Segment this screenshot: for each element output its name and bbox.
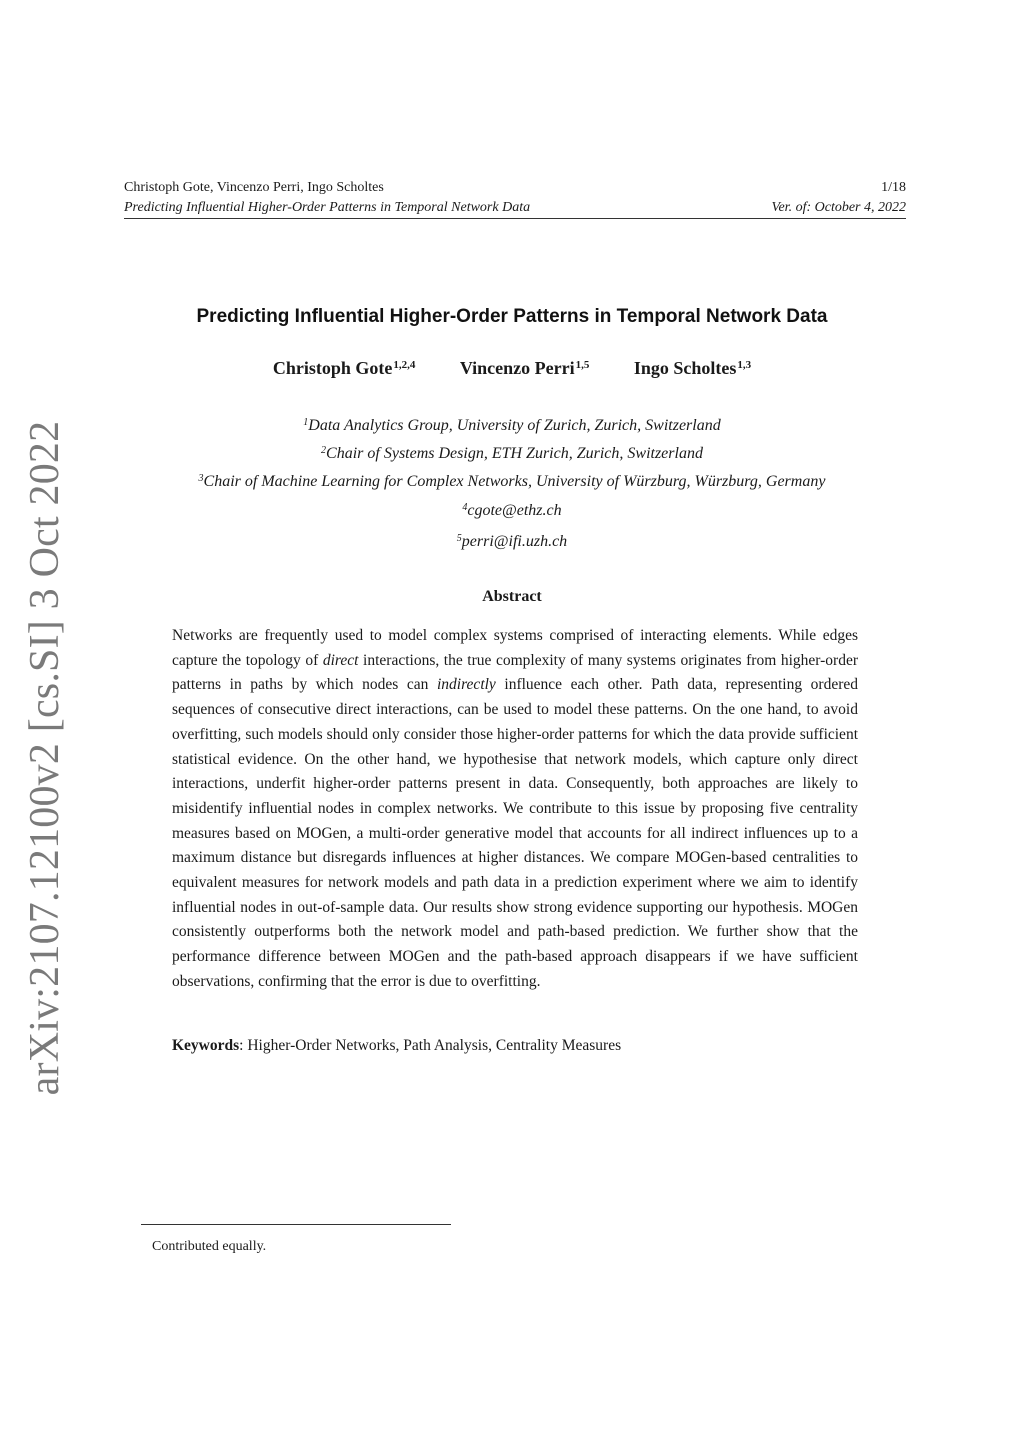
- abstract-body: Networks are frequently used to model complex systems comprised of interacting elements. While edges capture the topology of direct interactions, the true complexity of many systems originates from higher-order patterns in paths by which nodes can indirectly influence each other. Path data, representing ordered sequences of consecutive direct interactions, can be used to model these patterns. On the one hand, to avoid overfitting, such models should only consider those higher-order patterns for which the data provide sufficient statistical evidence. On the other hand, we hypothesise that network models, which capture only direct interactions, underfit higher-order patterns present in data. Consequently, both approaches are likely to misidentify influential nodes in complex networks. We contribute to this issue by proposing five centrality measures based on MOGen, a multi-order generative model that accounts for all indirect influences up to a maximum distance but disregards influences at higher distances. We compare MOGen-based centralities to equivalent measures for network models and path data in a prediction experiment where we aim to identify influential nodes in out-of-sample data. Our results show strong evidence supporting our hypothesis. MOGen consistently outperforms both the network model and path-based prediction. We further show that the performance difference between MOGen and the path-based approach disappears if we have sufficient observations, confirming that the error is due to overfitting.: [172, 627, 859, 990]
- email: $^5$perri@ifi.uzh.ch: [456, 533, 568, 550]
- abstract-heading: Abstract: [482, 588, 542, 605]
- affiliation: $^2$Chair of Systems Design, ETH Zurich, Zurich, Switzerland: [321, 445, 703, 462]
- running-head-row-1: [124, 178, 906, 198]
- running-head-title: Predicting Influential Higher-Order Patterns in Temporal Network Data: [124, 200, 531, 215]
- running-head-row-2: [124, 198, 906, 218]
- affiliation: $^1$Data Analytics Group, University of Zurich, Zurich, Switzerland: [303, 417, 721, 434]
- footnote: Contributed equally.: [152, 1239, 267, 1254]
- author-list: [0, 358, 1024, 379]
- emphasis-direct: direct: [322, 651, 359, 669]
- email: $^4$cgote@ethz.ch: [462, 502, 562, 519]
- keywords: [172, 1037, 621, 1055]
- header-rule: [124, 218, 906, 219]
- page-number: 1/18: [881, 180, 906, 195]
- author: Vincenzo Perri$^{1,5}$: [459, 358, 590, 378]
- arxiv-identifier: arXiv:2107.12100v2 [cs.SI] 3 Oct 2022: [22, 420, 68, 1096]
- paper-title: Predicting Influential Higher-Order Patterns in Temporal Network Data: [196, 306, 828, 327]
- running-head-authors: Christoph Gote, Vincenzo Perri, Ingo Scholtes: [124, 180, 384, 195]
- footnote-rule: [141, 1224, 451, 1225]
- emphasis-indirectly: indirectly: [436, 676, 496, 694]
- keywords-label: Keywords: [172, 1037, 240, 1054]
- affiliation: $^3$Chair of Machine Learning for Complex Networks, University of Würzburg, Würzburg, Germany: [198, 473, 826, 490]
- running-head: [124, 178, 906, 218]
- version-date: Ver. of: October 4, 2022: [771, 200, 906, 215]
- author: Ingo Scholtes$^{1,3}$: [633, 358, 752, 378]
- email-list: [0, 494, 1024, 556]
- keywords-text: : Higher-Order Networks, Path Analysis, Centrality Measures: [239, 1037, 622, 1054]
- author: Christoph Gote$^{1,2,4}$: [272, 358, 416, 378]
- affiliations: [0, 410, 1024, 494]
